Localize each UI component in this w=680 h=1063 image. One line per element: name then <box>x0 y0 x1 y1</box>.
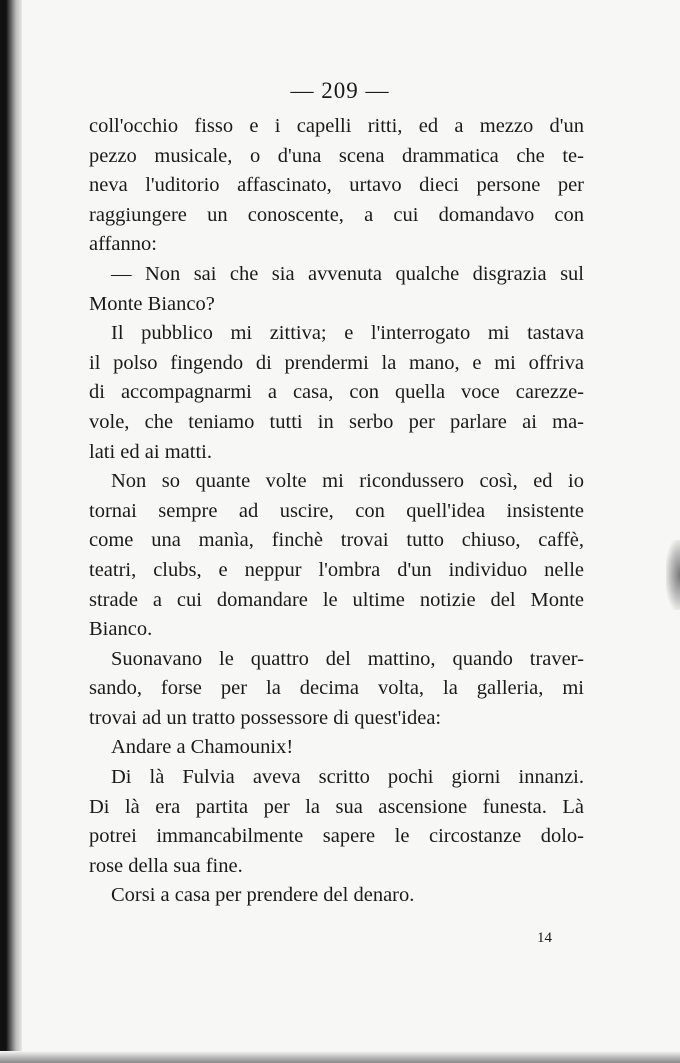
text-line: trovai ad un tratto possessore di quest'idea: <box>89 706 442 729</box>
page-number: — 209 — <box>290 78 390 103</box>
text-line: Non so quante volte mi ricondussero così, ed io <box>111 470 584 493</box>
text-line: Andare a Chamounix! <box>111 736 294 759</box>
text-line: lati ed ai matti. <box>89 440 212 463</box>
text-line: Corsi a casa per prendere del denaro. <box>111 884 415 907</box>
text-line: Di là era partita per la sua ascensione funesta. Là <box>89 795 584 818</box>
text-line: pezzo musicale, o d'una scena drammatica che te- <box>89 144 584 167</box>
text-line: teatri, clubs, e neppur l'ombra d'un individuo nelle <box>89 558 584 581</box>
text-line: Monte Bianco? <box>89 292 215 315</box>
text-line: — Non sai che sia avvenuta qualche disgrazia sul <box>111 262 584 285</box>
text-line: tornai sempre ad uscire, con quell'idea insistente <box>89 499 584 522</box>
text-line: potrei immancabilmente sapere le circostanze dolo- <box>89 825 584 848</box>
signature-mark: 14 <box>537 930 552 946</box>
body-text <box>89 112 584 911</box>
text-line: di accompagnarmi a casa, con quella voce carezze- <box>89 381 584 404</box>
binding-shadow <box>0 0 22 1063</box>
text-line: Suonavano le quattro del mattino, quando traver- <box>111 647 584 670</box>
text-line: neva l'uditorio affascinato, urtavo dieci persone per <box>89 174 584 197</box>
text-line: il polso fingendo di prendermi la mano, e mi offriva <box>89 351 584 374</box>
text-line: Bianco. <box>89 618 153 641</box>
text-line: Di là Fulvia aveva scritto pochi giorni innanzi. <box>111 766 584 789</box>
text-line: vole, che teniamo tutti in serbo per parlare ai ma- <box>89 410 584 433</box>
text-line: strade a cui domandare le ultime notizie del Monte <box>89 588 584 611</box>
text-line: coll'occhio fisso e i capelli ritti, ed a mezzo d'un <box>89 115 584 137</box>
page-bottom-edge <box>0 1051 680 1063</box>
text-line: affanno: <box>89 233 157 256</box>
text-line: sando, forse per la decima volta, la galleria, mi <box>89 677 584 700</box>
text-line: Il pubblico mi zittiva; e l'interrogato mi tastava <box>111 322 584 345</box>
text-line: rose della sua fine. <box>89 854 243 877</box>
text-line: come una manìa, finchè trovai tutto chiuso, caffè, <box>89 529 584 552</box>
text-line: raggiungere un conoscente, a cui domandavo con <box>89 203 584 226</box>
page-smudge <box>666 540 680 610</box>
